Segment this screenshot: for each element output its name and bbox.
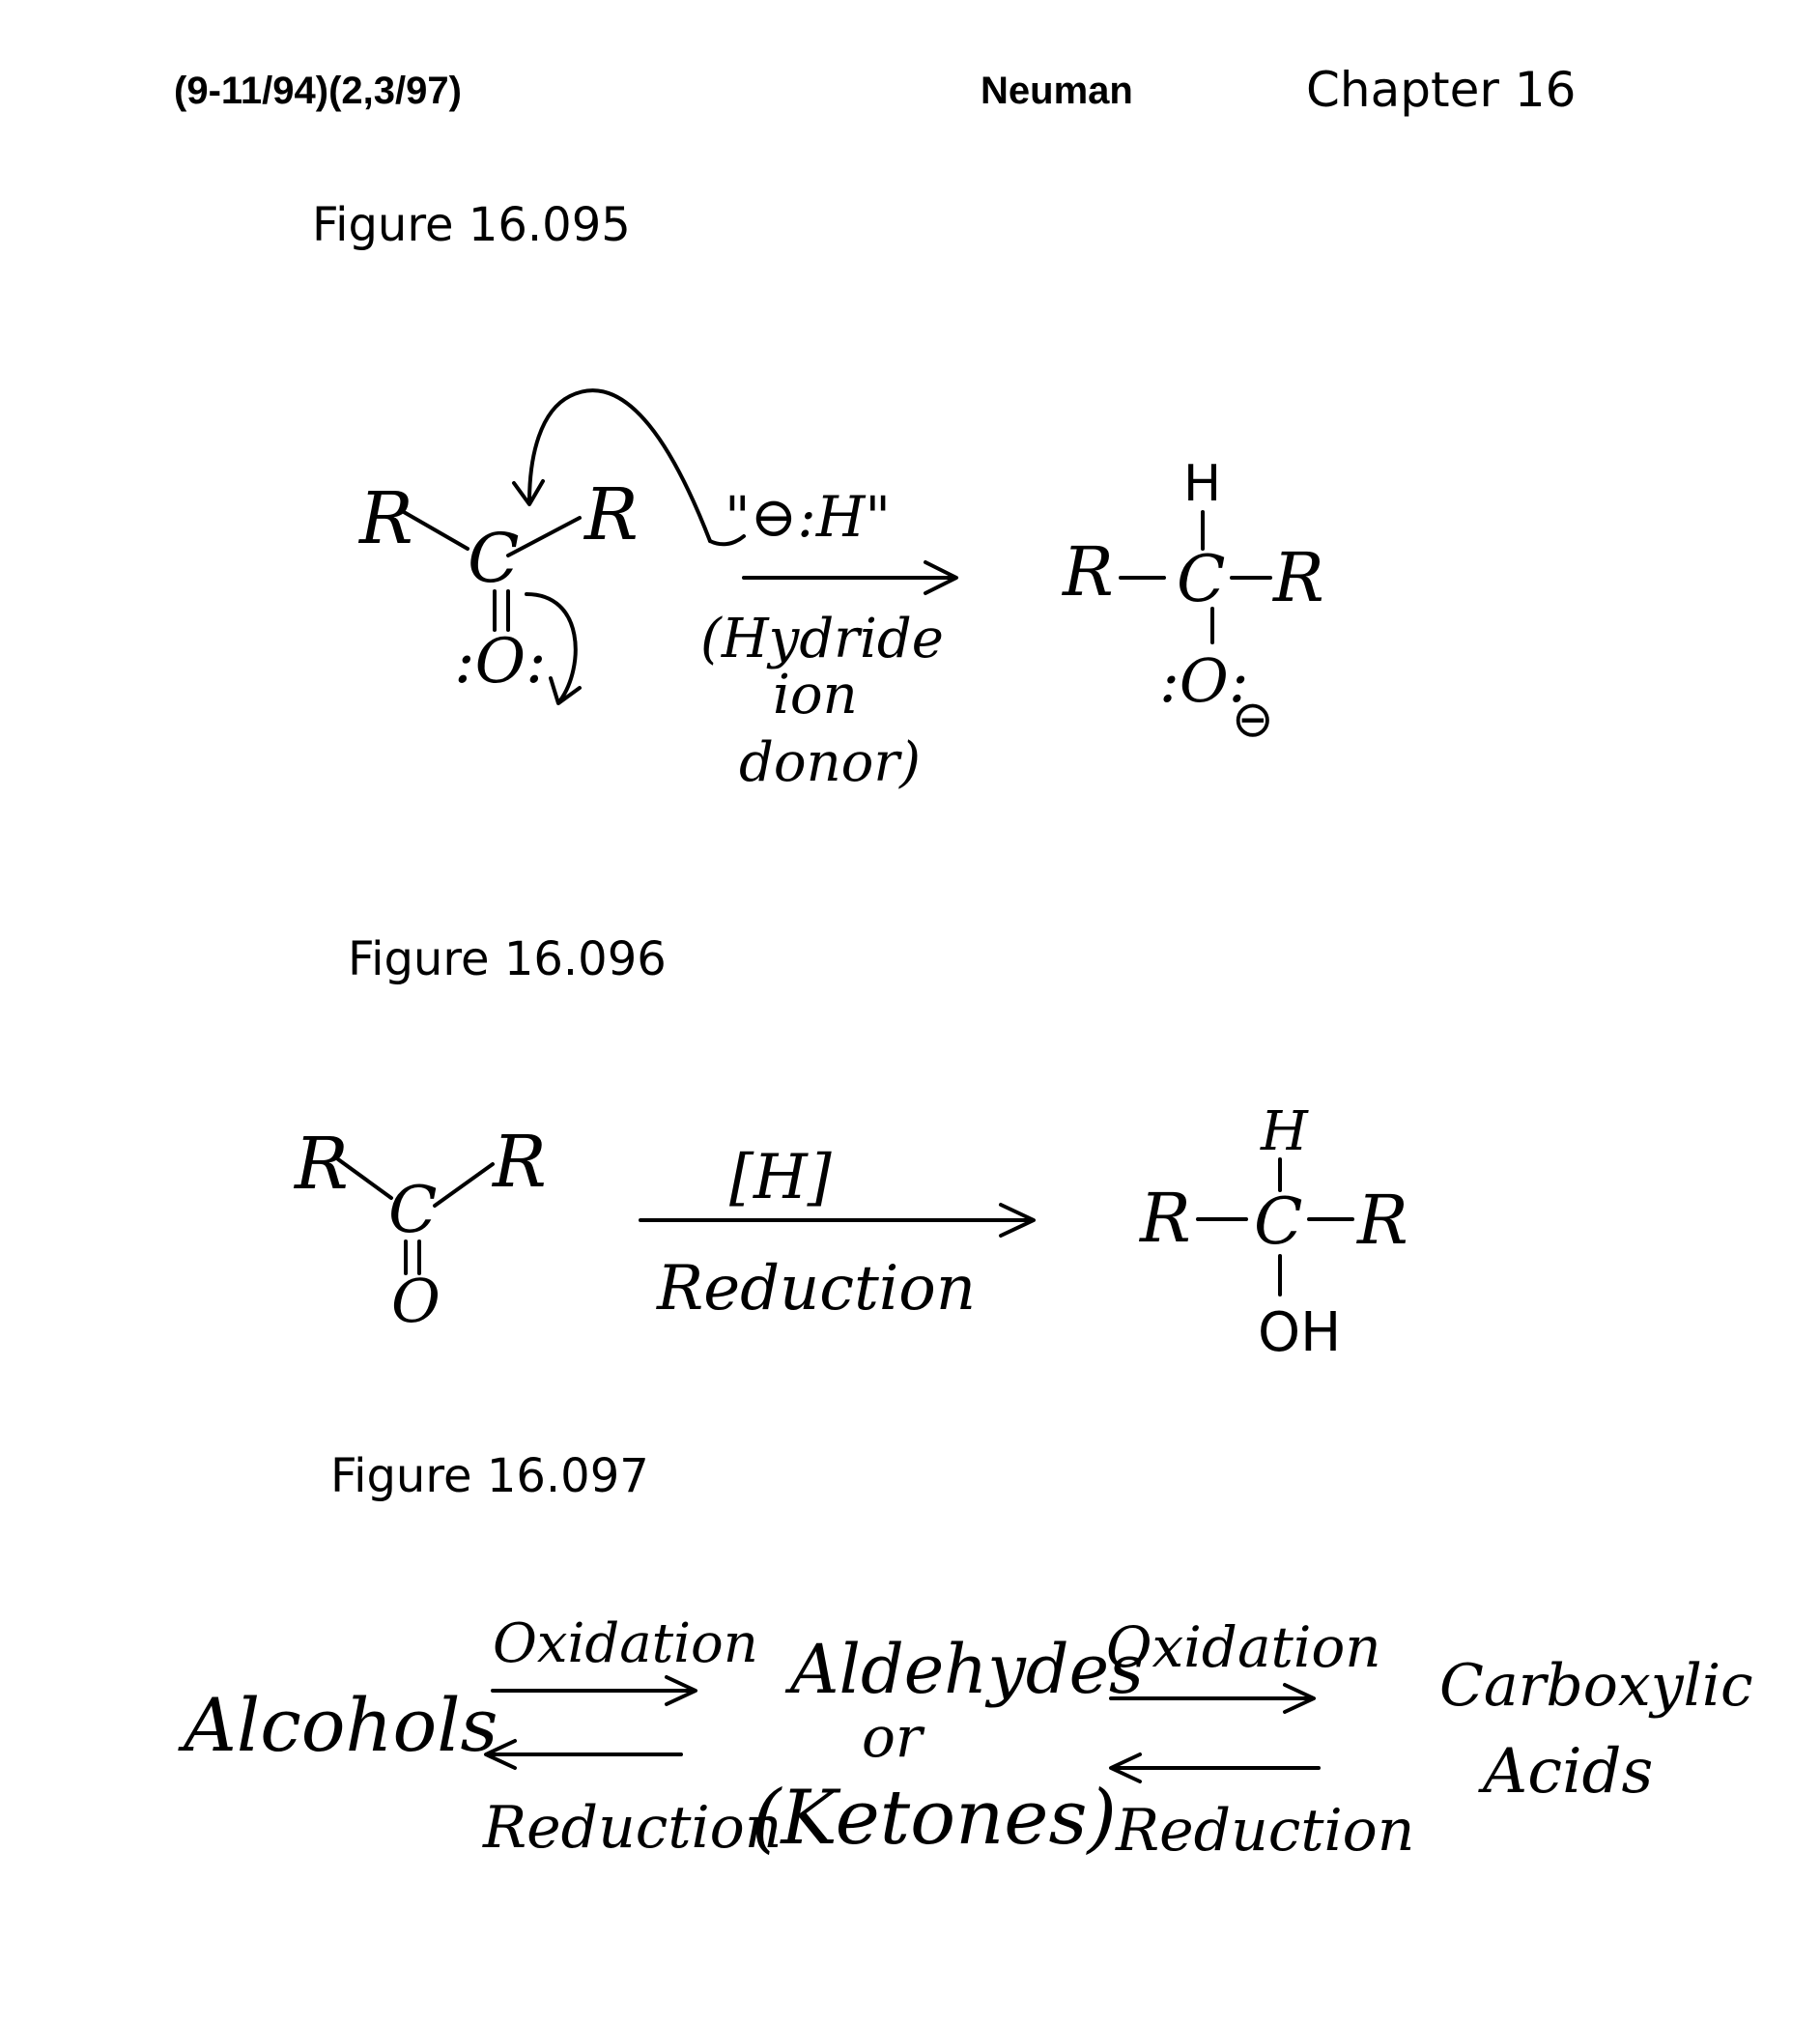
oxidation-label-1: Oxidation [493,1612,758,1675]
header-dates: (9-11/94)(2,3/97) [174,70,462,112]
r-left-label: R [295,1123,349,1206]
figure-16-096-title: Figure 16.096 [348,932,667,986]
product-r-right-label: R [1357,1181,1408,1260]
alcohols-label: Alcohols [184,1682,498,1768]
acids-label: Acids [1483,1736,1654,1808]
header-chapter: Chapter 16 [1306,62,1577,118]
figure-16-095-title: Figure 16.095 [312,198,631,252]
product-r-left-label: R [1140,1179,1191,1258]
carboxylic-label: Carboxylic [1439,1652,1753,1720]
carbonyl-carbon-label: C [468,519,520,598]
header-author: Neuman [981,70,1133,112]
hydride-note-line-1: (Hydride [700,608,944,670]
r-right-label: R [584,473,639,556]
product-carbon-label: C [1177,542,1226,616]
hydride-note-line-2: ion [773,664,858,727]
figure-16-097-title: Figure 16.097 [330,1449,649,1503]
aldehydes-label: Aldehydes [790,1630,1144,1709]
reduction-label-1: Reduction [483,1794,782,1862]
product-oxygen-label: :O: [1159,645,1249,716]
figure-16-095-scheme [357,390,1324,794]
reduction-label: Reduction [657,1253,977,1325]
product-hydroxyl-label: OH [1258,1301,1342,1364]
product-carbon-label: C [1254,1184,1303,1259]
r-left-label: R [359,477,413,560]
product-r-left-label: R [1063,532,1114,612]
reduction-label-2: Reduction [1116,1797,1415,1865]
or-label: or [862,1704,923,1770]
r-right-label: R [493,1121,547,1204]
carbonyl-oxygen-label: O [391,1266,441,1336]
hydride-reagent-label: "⊖:H" [725,484,892,550]
bond-line [404,512,468,549]
oxidation-label-2: Oxidation [1106,1614,1381,1680]
bond-line [435,1164,493,1206]
product-h-label: H [1183,455,1222,513]
figure-16-097-scheme [178,1612,1753,1865]
carbonyl-carbon-label: C [388,1173,438,1247]
ketones-label: (Ketones) [752,1775,1117,1862]
carbonyl-oxygen-label: :O: [454,626,547,698]
figure-16-096-scheme [293,1100,1408,1364]
product-r-right-label: R [1273,538,1324,617]
negative-charge-label: ⊖ [1232,691,1274,749]
hydride-note-line-3: donor) [739,731,921,794]
reagent-label: [H] [729,1142,832,1213]
product-h-label: H [1261,1100,1308,1163]
